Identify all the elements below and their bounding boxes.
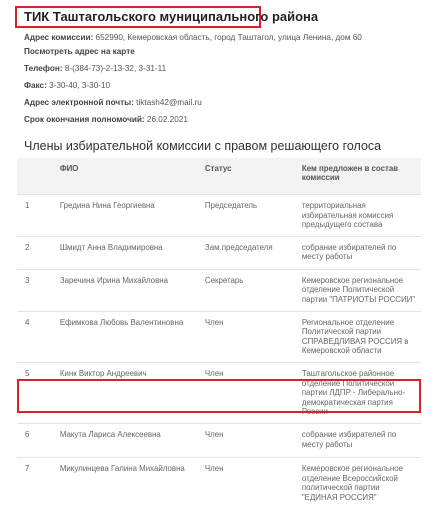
row-name: Шмидт Анна Владимировна (56, 236, 201, 269)
header-nominated: Кем предложен в состав комиссии (298, 158, 421, 195)
row-highlight-box (17, 379, 421, 413)
term-label: Срок окончания полномочий: (24, 115, 145, 124)
row-name: Кинк Виктор Андреевич (56, 362, 201, 423)
header-name: ФИО (56, 158, 201, 195)
fax-label: Факс: (24, 81, 47, 90)
row-status: Председатель (201, 195, 298, 237)
row-nominated: собрание избирателей по месту работы (298, 236, 421, 269)
row-nominated: Таштагольское районное отделение Политической партии ЛДПР - Либерально-демократическая партия России (298, 362, 421, 423)
row-status: Член (201, 457, 298, 508)
address-line (24, 33, 362, 42)
table-row (17, 457, 421, 508)
row-num: 4 (17, 311, 56, 362)
row-status: Член (201, 423, 298, 457)
address-label: Адрес комиссии: (24, 33, 94, 42)
members-table (17, 158, 421, 508)
table-row (17, 311, 421, 362)
fax-value: 3-30-40, 3-30-10 (49, 81, 111, 90)
row-num: 6 (17, 423, 56, 457)
term-value: 26.02.2021 (146, 115, 188, 124)
fax-line (24, 81, 110, 90)
section-title: Члены избирательной комиссии с правом решающего голоса (24, 139, 382, 153)
table-row (17, 195, 421, 237)
email-line (24, 98, 202, 107)
row-nominated: территориальная избирательная комиссия предыдущего состава (298, 195, 421, 237)
row-num: 7 (17, 457, 56, 508)
table-row (17, 423, 421, 457)
phone-value: 8-(384-73)-2-13-32, 3-31-11 (64, 64, 167, 73)
row-num: 3 (17, 269, 56, 311)
header-num (17, 158, 56, 195)
table-row (17, 269, 421, 311)
row-name: Микулинцева Галина Михайловна (56, 457, 201, 508)
email-label: Адрес электронной почты: (24, 98, 134, 107)
row-status: Член (201, 362, 298, 423)
row-name: Макута Лариса Алексеевна (56, 423, 201, 457)
page-title: ТИК Таштагольского муниципального района (24, 9, 319, 24)
row-status: Член (201, 311, 298, 362)
map-link[interactable]: Посмотреть адрес на карте (24, 47, 135, 56)
row-nominated: Региональное отделение Политической партии СПРАВЕДЛИВАЯ РОССИЯ в Кемеровской области (298, 311, 421, 362)
email-value[interactable]: tiktash42@mail.ru (136, 98, 202, 107)
row-nominated: Кемеровское региональное отделение Всероссийской политической партии "ЕДИНАЯ РОССИЯ" (298, 457, 421, 508)
term-line (24, 115, 188, 124)
row-num: 5 (17, 362, 56, 423)
row-num: 2 (17, 236, 56, 269)
address-value: 652990, Кемеровская область, город Таштагол, улица Ленина, дом 60 (95, 33, 362, 42)
table-header-row (17, 158, 421, 195)
row-nominated: собрание избирателей по месту работы (298, 423, 421, 457)
row-status: Зам.председателя (201, 236, 298, 269)
map-line (24, 47, 135, 56)
header-status: Статус (201, 158, 298, 195)
table-row (17, 236, 421, 269)
row-name: Гредина Нина Георгиевна (56, 195, 201, 237)
row-name: Заречина Ирина Михайловна (56, 269, 201, 311)
row-num: 1 (17, 195, 56, 237)
row-name: Ефимкова Любовь Валентиновна (56, 311, 201, 362)
row-status: Секретарь (201, 269, 298, 311)
phone-line (24, 64, 166, 73)
phone-label: Телефон: (24, 64, 63, 73)
row-nominated: Кемеровское региональное отделение Политической партии "ПАТРИОТЫ РОССИИ" (298, 269, 421, 311)
